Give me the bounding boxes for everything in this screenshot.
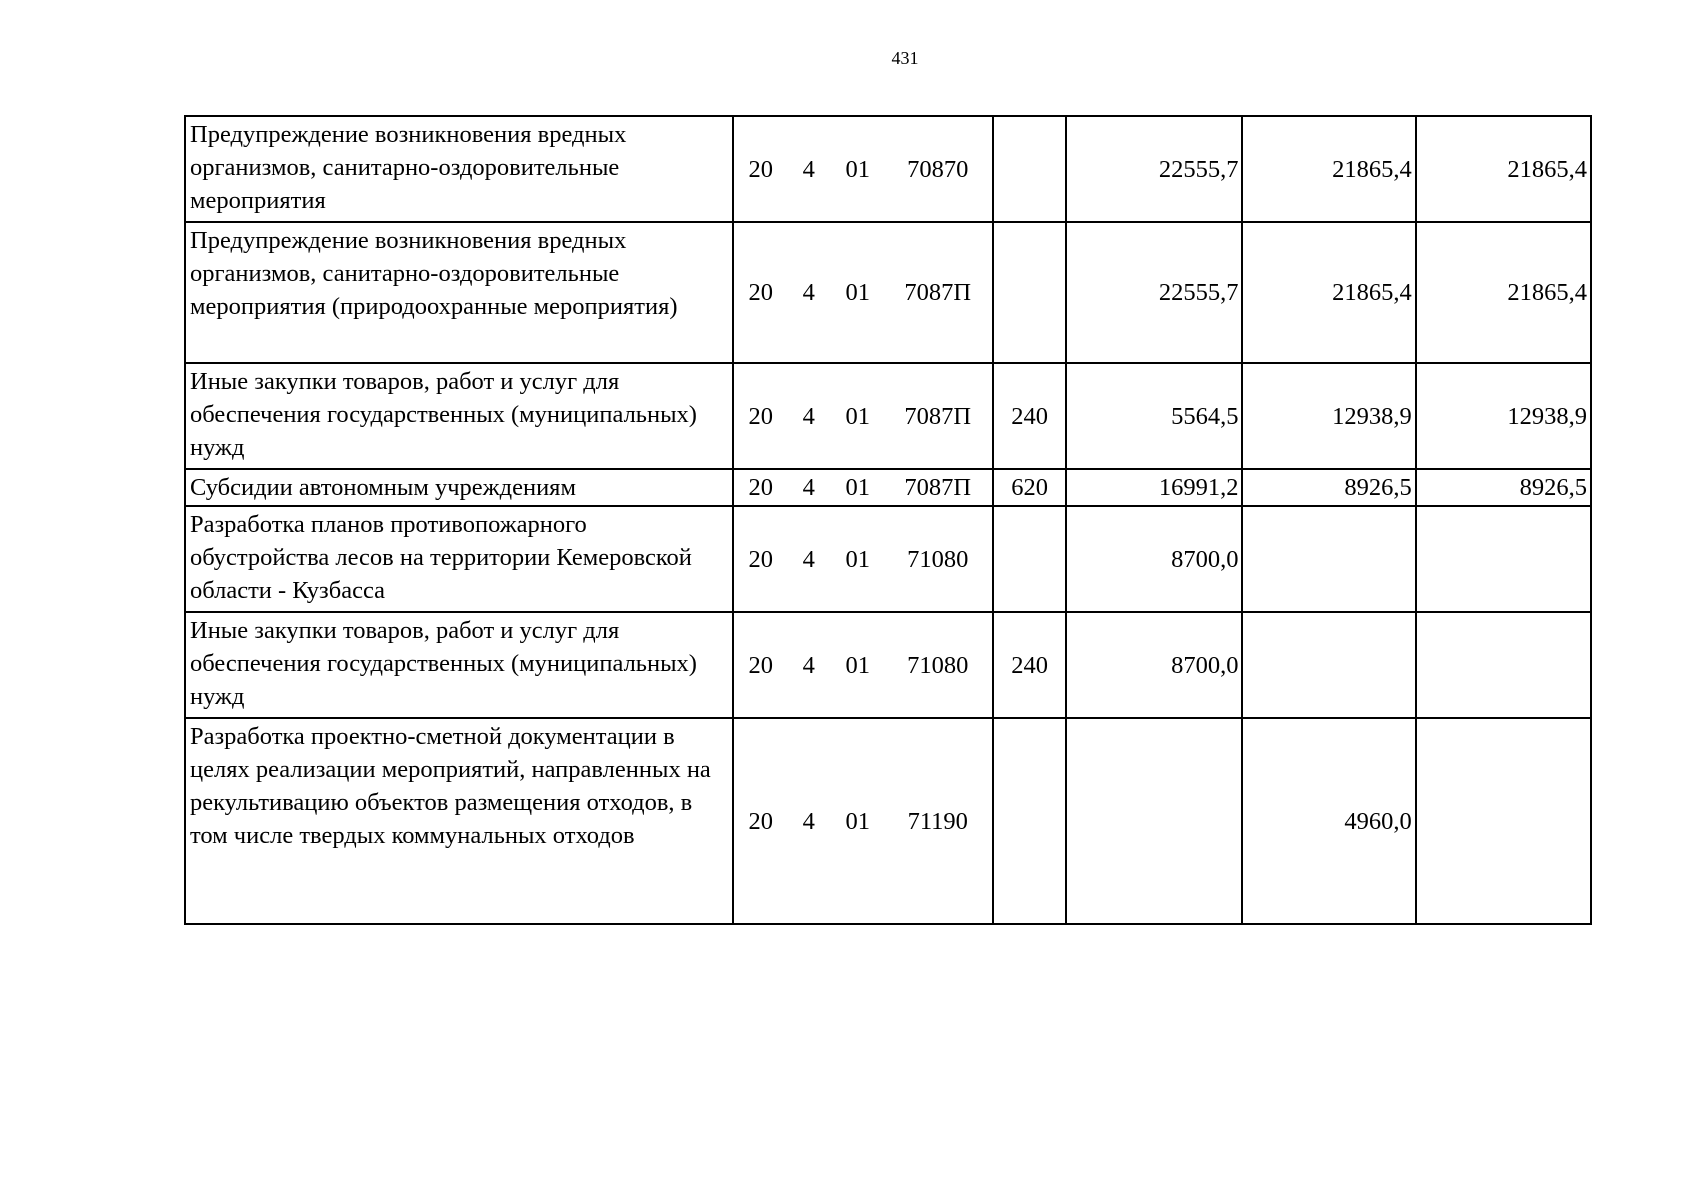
- amount-year-1: 8700,0: [1066, 506, 1242, 612]
- event-code: 01: [845, 279, 871, 306]
- amount-year-2: [1242, 506, 1415, 612]
- row-codes: [733, 363, 993, 469]
- expense-type: [993, 718, 1066, 924]
- program-code: 20: [748, 545, 774, 573]
- direction-code: 71190: [907, 807, 968, 835]
- row-name: Иные закупки товаров, работ и услуг для обеспечения государственных (муниципальных) нужд: [185, 612, 733, 718]
- expense-type: 620: [993, 469, 1066, 506]
- table-row: [185, 718, 1591, 924]
- amount-year-1: 22555,7: [1066, 222, 1242, 363]
- direction-code: 7087П: [904, 474, 972, 501]
- event-code: 01: [845, 545, 871, 573]
- subprogram-code: 4: [802, 155, 815, 183]
- program-code: 20: [748, 155, 774, 183]
- expense-type: 240: [993, 363, 1066, 469]
- amount-year-1: [1066, 718, 1242, 924]
- event-code: 01: [845, 651, 871, 679]
- direction-code: 7087П: [904, 279, 972, 306]
- direction-code: 7087П: [904, 402, 972, 430]
- row-codes: [733, 469, 993, 506]
- subprogram-code: 4: [802, 545, 815, 573]
- table-row: [185, 469, 1591, 506]
- subprogram-code: 4: [802, 402, 815, 430]
- page-number: 431: [891, 48, 919, 68]
- amount-year-3: [1416, 718, 1591, 924]
- table-row: [185, 506, 1591, 612]
- row-name: Предупреждение возникновения вредных организмов, санитарно-оздоровительные мероприятия (природоохранные мероприятия): [185, 222, 733, 363]
- event-code: 01: [845, 155, 871, 183]
- row-name: Субсидии автономным учреждениям: [185, 469, 733, 506]
- subprogram-code: 4: [802, 474, 815, 501]
- amount-year-3: [1416, 612, 1591, 718]
- expense-type: [993, 222, 1066, 363]
- amount-year-2: 4960,0: [1242, 718, 1415, 924]
- amount-year-1: 16991,2: [1066, 469, 1242, 506]
- budget-table: [184, 115, 1592, 925]
- program-code: 20: [748, 474, 774, 501]
- amount-year-2: [1242, 612, 1415, 718]
- table-row: [185, 222, 1591, 363]
- row-name: Иные закупки товаров, работ и услуг для обеспечения государственных (муниципальных) нужд: [185, 363, 733, 469]
- event-code: 01: [845, 474, 871, 501]
- subprogram-code: 4: [802, 807, 815, 835]
- row-codes: [733, 116, 993, 222]
- row-codes: [733, 612, 993, 718]
- row-name: Разработка планов противопожарного обустройства лесов на территории Кемеровской области - Кузбасса: [185, 506, 733, 612]
- event-code: 01: [845, 807, 871, 835]
- row-codes: [733, 506, 993, 612]
- subprogram-code: 4: [802, 279, 815, 306]
- program-code: 20: [748, 651, 774, 679]
- row-name: Разработка проектно-сметной документации в целях реализации мероприятий, направленных на рекультивацию объектов размещения отходов, в том числе твердых коммунальных отходов: [185, 718, 733, 924]
- amount-year-2: 21865,4: [1242, 222, 1415, 363]
- program-code: 20: [748, 402, 774, 430]
- table-row: [185, 363, 1591, 469]
- table-row: [185, 612, 1591, 718]
- program-code: 20: [748, 807, 774, 835]
- event-code: 01: [845, 402, 871, 430]
- direction-code: 71080: [907, 545, 969, 573]
- amount-year-3: [1416, 506, 1591, 612]
- amount-year-2: 12938,9: [1242, 363, 1415, 469]
- direction-code: 70870: [907, 155, 969, 183]
- table-row: [185, 116, 1591, 222]
- amount-year-3: 21865,4: [1416, 222, 1591, 363]
- amount-year-2: 8926,5: [1242, 469, 1415, 506]
- direction-code: 71080: [907, 651, 969, 679]
- row-name: Предупреждение возникновения вредных организмов, санитарно-оздоровительные мероприятия: [185, 116, 733, 222]
- expense-type: [993, 116, 1066, 222]
- amount-year-2: 21865,4: [1242, 116, 1415, 222]
- program-code: 20: [748, 279, 774, 306]
- amount-year-1: 22555,7: [1066, 116, 1242, 222]
- amount-year-3: 21865,4: [1416, 116, 1591, 222]
- subprogram-code: 4: [802, 651, 815, 679]
- expense-type: 240: [993, 612, 1066, 718]
- amount-year-1: 8700,0: [1066, 612, 1242, 718]
- row-codes: [733, 718, 993, 924]
- row-codes: [733, 222, 993, 363]
- expense-type: [993, 506, 1066, 612]
- amount-year-3: 12938,9: [1416, 363, 1591, 469]
- amount-year-3: 8926,5: [1416, 469, 1591, 506]
- amount-year-1: 5564,5: [1066, 363, 1242, 469]
